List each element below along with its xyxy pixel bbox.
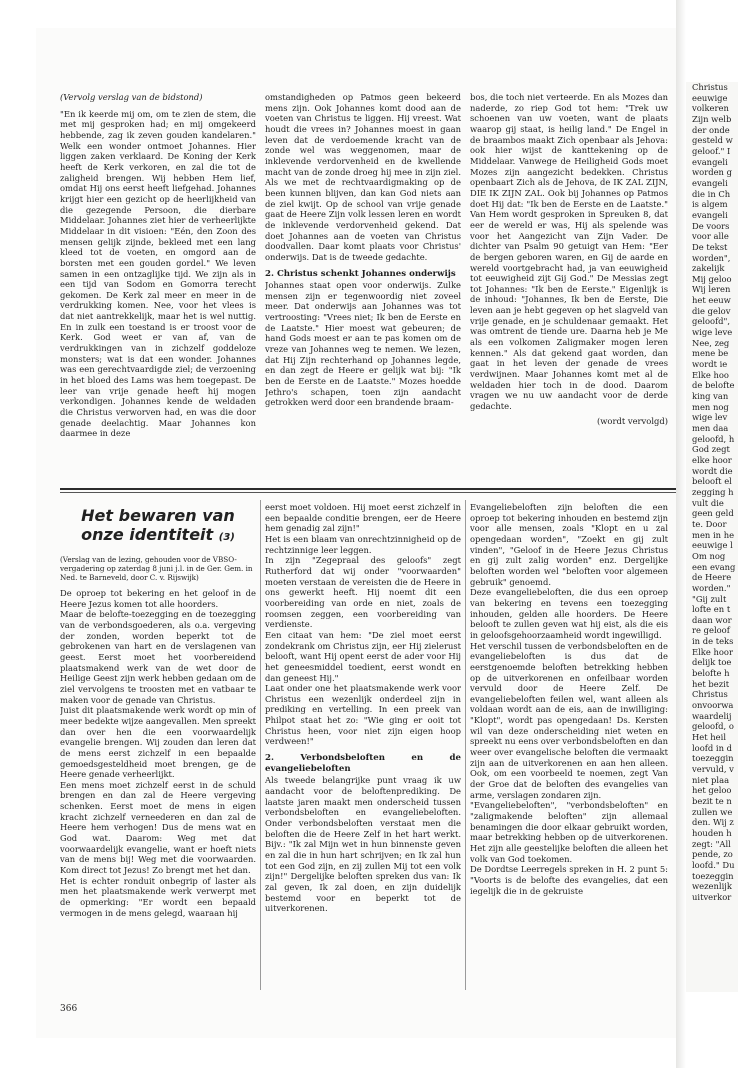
next-page-line: het eeuw [692,295,731,306]
next-page-line: toezeggin [692,870,734,881]
article-col3-paragraph: Het verschil tussen de verbondsbeloften en de evangeliebeloften is dus dat de eerstgenoemde beloften betrekking hebben op de uitverkorenen en onfeilbaar worden vervuld door de Heere Zelf. De evangeliebeloften feilen wel, want alleen als voldaan wordt aan de eis, aan de inwilliging: "Klopt", wordt pas opengedaan! Ds. Kersten wil van deze onderscheiding niet weten en spreekt nu eens over verbondsbeloften en dan weer over evangelische beloften die vermaakt zijn aan de uitverkorenen en aan hen alleen. Ook, om een voorbeeld te noemen, zegt Van der Groe dat de beloften des evangelies van arme, verslagen zondaren zijn. [470,640,668,800]
next-page-line: in de teks [692,636,734,647]
next-page-line: loofd in d [692,742,732,753]
next-page-line: Het heil [692,732,726,743]
article-col2-paragraph: Laat onder one het plaatsmakende werk voor Christus een wezenlijk onderdeel zijn in prediking en vertelling. In een preek van Philpot staat het zo: "Wie ging er ooit tot Christus heen, voor niet zijn eigen hoop verdween!" [265,683,461,747]
next-page-line: vult die [692,497,724,508]
next-page-line: zakelijk [692,263,725,274]
article-title [60,506,256,547]
next-page-line: God zegt [692,444,730,455]
article-column-3 [470,502,668,992]
next-page-line: men daa [692,423,729,433]
article-column-2 [265,502,461,992]
next-page-line: vervuld, v [692,764,734,774]
article-col2-paragraph: eerst moet voldoen. Hij moet eerst zichzelf in een bepaalde conditie brengen, eer de Heere hem genadig zal zijn!" [265,502,461,534]
next-page-line: king van [692,391,729,402]
top-col2b-paragraph: Johannes staat open voor onderwijs. Zulke mensen zijn er tegenwoordig niet zoveel meer. Dat onderwijs aan Johannes was tot vertroosting: "Vrees niet; Ik ben de Eerste en de Laatste." Hier moest wat gebeuren; de hand Gods moest er aan te pas komen om de vreze van Johannes weg te nemen. We lezen, dat Hij Zijn rechterhand op Johannes legde, en dan zegt de Heere er gelijk wat bij: "Ik ben de Eerste en de Laatste." Mozes hoedde Jethro's schapen, toen zijn aandacht getrokken werd door een brandende braam- [265,280,461,408]
next-page-line: eeuwige [692,92,728,103]
next-page-line: bezit te n [692,795,732,806]
next-page-fragment [686,82,738,992]
next-page-line: de belofte [692,380,735,391]
next-page-line: te. Door [692,518,727,529]
article-col1-paragraph: Een mens moet zichzelf eerst in de schuld brengen en dan zal de Heere vergeving schenken. Eerst moet de mens in eigen kracht zichzelf verneederen en dan zal de Heere hem verhogen! Dus de mens wat en God wat. Daarom: Weg met dat voorwaardelijk evangelie, want er hoeft niets van de mens bij! Weg met die voorwaarden. Kom direct tot Jezus! Zo brengt met het dan. [60,779,256,876]
section-divider [60,488,676,490]
next-page-line: Christus [692,689,728,700]
next-page-line: zegt: "All [692,838,731,849]
next-page-line: delijk toe [692,657,732,668]
next-page-line: toezeggin [692,753,734,764]
next-page-line: zullen we [692,806,733,817]
next-page-line: zegging h [692,486,734,497]
next-page-line: Mij geloo [692,273,732,284]
next-page-line: die gelov [692,305,731,316]
column-rule [260,500,261,990]
top-col2-paragraph: omstandigheden op Patmos geen bekeerd mens zijn. Ook Johannes komt dood aan de voeten van Christus te liggen. Hij vreest. Wat houdt die vrees in? Johannes moest in gaan leven dat de verdoemende kracht van de zonde wel was weggenomen, maar de inklevende verdorvenheid en de kwellende macht van de zonde droeg hij mee in zijn ziel. Als we met de rechtvaardigmaking op de been kunnen blijven, dan kan God niets aan de ziel kwijt. Op de school van vrije genade gaat de Heere Zijn volk lessen leren en wordt de inklevende verdorvenheid gekend. Dat doet Johannes aan de voeten van Christus doodvallen. Daar komt plaats voor Christus' onderwijs. Dat is de tweede gedachte. [265,92,461,262]
next-page-line: waardelij [692,710,732,721]
next-page-line: men nog [692,401,729,412]
continued-label: (Vervolg verslag van de bidstond) [60,92,203,102]
next-page-line: Nee, zeg [692,337,730,348]
top-column-3 [470,92,668,484]
next-page-line: onvoorwa [692,700,734,711]
next-page-line: der onde [692,124,730,135]
article-col1-paragraph: De oproep tot bekering en het geloof in de Heere Jezus komen tot alle hoorders. [60,588,256,609]
next-page-line: wordt die [692,465,733,476]
next-page-line: men in he [692,529,735,540]
next-page-line: De voors [692,220,730,231]
next-page-line: is algem [692,199,728,210]
article-col3-paragraph: Evangeliebeloften zijn beloften die een oproep tot bekering inhouden en bestemd zijn voor alle mensen, zoals "Klopt en u zal opengedaan worden", "Zoekt en gij zult vinden", "Geloof in de Heere Jezus Christus en gij zult zalig worden" enz. Dergelijke beloften worden wel "beloften voor algemeen gebruik" genoemd. [470,502,668,587]
next-page-line: gesteld w [692,135,733,146]
next-page-line: geloofd, h [692,433,735,444]
next-page-line: evangeli [692,209,728,220]
next-page-line: worden", [692,252,731,263]
next-page-line: re geloof [692,625,730,636]
top-col3-paragraph: bos, die toch niet verteerde. En als Mozes dan naderde, zo riep God tot hem: "Trek uw schoenen van uw voeten, want de plaats waarop gij staat, is heilig land." De Engel in de braambos maakt Zich openbaar als Jehova: ook hier wijst de kanttekening op de Middelaar. Vanwege de Heiligheid Gods moet Mozes zijn aangezicht bedekken. Christus openbaart Zich als de Jehova, de IK ZAL ZIJN, DIE IK ZIJN ZAL. Ook bij Johannes op Patmos doet Hij dat: "Ik ben de Eerste en de Laatste." Van Hem wordt gesproken in Spreuken 8, dat eer de wereld er was, Hij als spelende was voor het Aangezicht van Zijn Vader. De dichter van Psalm 90 getuigt van Hem: "Eer de bergen geboren waren, en Gij de aarde en wereld voortgebracht had, ja van eeuwigheid tot eeuwigheid zijt Gij God." De Messias zegt tot Johannes: "Ik ben de Eerste." Eigenlijk is de inhoud: "Johannes, Ik ben de Eerste, Die leven aan je hebt gegeven op het slagveld van vrije genade, en je schuldenaar gemaakt. Het was omtrent de tiende ure. Daarna heb je Me als een volkomen Zaligmaker mogen leren kennen." Als dat gekend gaat worden, dan gaat in het leven der genade de vrees verdwijnen. Maar Johannes komt met al de weldaden hier toch in de dood. Daarom vragen we nu uw aandacht voor de derde gedachte. [470,92,668,412]
next-page-line: wezenlijk [692,881,732,892]
next-page-line: het geloo [692,785,732,796]
next-page-line: elke hoor [692,454,732,465]
article-col1-paragraph: Juist dit plaatsmakende werk wordt op min of meer bedekte wijze aangevallen. Men spreekt dan over hen die een voorwaardelijk evangelie brengen. Wij zouden dan leren dat de mens eerst zichzelf in een bepaalde gemoedsgesteldheid moet brengen, ge de Heere genade verheerlijkt. [60,705,256,780]
page-number: 366 [60,1004,78,1014]
next-page-line: daan wor [692,614,732,625]
next-page-line: geloof." I [692,145,731,156]
next-page-line: wige lev [692,412,728,423]
next-page-line: evangeli [692,156,728,167]
next-page-line: houden h [692,827,732,838]
next-page-line: Elke hoor [692,646,733,657]
next-page-line: wige leve [692,327,733,338]
next-page-line: geloofd", [692,316,731,327]
article-col2-paragraph: Een citaat van hem: "De ziel moet eerst zondekrank om Christus zijn, eer Hij zielerust belooft, want Hij opent eerst de ader voor Hij het geneesmiddel toedient, eerst wondt en dan geneest Hij." [265,629,461,683]
next-page-line: Zijn welb [692,113,732,124]
article-title-text: Het bewaren van onze identiteit [81,506,235,544]
article-title-number: (3) [218,532,235,543]
article-col2-heading: 2. Verbondsbeloften en de evangeliebeloften [265,753,461,774]
next-page-line: uitverkor [692,891,732,902]
article-col3-paragraph: De Dordtse Leerregels spreken in H. 2 punt 5: "Voorts is de belofte des evangelies, dat een iegelijk die in de gekruiste [470,864,668,896]
top-column-1 [60,92,256,474]
next-page-line: Christus [692,82,728,92]
next-page-line: belooft el [692,476,732,487]
continued-note: (wordt vervolgd) [596,415,668,426]
next-page-line: voor alle [692,231,729,242]
next-page-line: Elke hoo [692,369,729,380]
next-page-line: niet plaa [692,774,730,785]
column-rule [465,500,466,990]
top-col1-paragraph: "En ik keerde mij om, om te zien de stem, die met mij gesproken had; en mij omgekeerd hebbende, zag ik zeven gouden kandelaren." Welk een wonder ontmoet Johannes. Hier liggen zaken verklaard. De Koning der Kerk heeft de Kerk verkoren, en zal die tot de zaligheid brengen. Wij hebben Hem lief, omdat Hij ons eerst heeft liefgehad. Johannes krijgt hier een gezicht op de heerlijkheid van die gezegende Persoon, die dierbare Middelaar. Johannes ziet hier de verheerlijkte Middelaar in dit visioen: "Eén, den Zoon des mensen gelijk zijnde, bekleed met een lang kleed tot de voeten, en omgord aan de borsten met een gouden gordel." We leven samen in een ontzaglijke tijd. We zijn als in een tijd van Sodom en Gomorra terecht gekomen. De Kerk zal meer en meer in de verdrukking komen. Nee, voor het vlees is dat niet aantrekkelijk, maar het is wel nuttig. En in zulk een toestand is er troost voor de Kerk. God weet er van af, van de verdrukkingen van in zichzelf goddeloze monsters; wat is dat een wonder. Johannes was een gerechtvaardigde ziel; de verzoening in het bloed des Lams was hem toegepast. De leer van vrije genade heeft hij mogen verkondigen. Johannes kende de weldaden die Christus verworven had, en was die door genade deelachtig. Maar Johannes kon daarmee in deze [60,108,256,439]
next-page-line: De tekst [692,241,728,252]
article-intro: (Verslag van de lezing, gehouden voor de VBSO-vergadering op zaterdag 8 juni j.l. in de Ger. Gem. in Ned. te Barneveld, door C. v. Rijswijk) [60,555,253,582]
article-col2b-paragraph: Als tweede belangrijke punt vraag ik uw aandacht voor de beloftenprediking. De laatste jaren maakt men onderscheid tussen verbondsbeloften en evangeliebeloften. Onder verbondsbeloften verstaat men die beloften die de Heere Zelf in het hart werkt. Bijv.: "Ik zal Mijn wet in hun binnenste geven en zal die in hun hart schrijven; en Ik zal hun tot een God zijn, en zij zullen Mij tot een volk zijn!" Dergelijke beloften spreken dus van: Ik zal geven, Ik zal doen, en zijn duidelijk bestemd voor en beperkt tot de uitverkorenen. [265,775,461,914]
next-page-line: pende, zo [692,849,733,860]
next-page-line: wordt ie [692,359,728,370]
next-page-line: volkeren [692,103,729,114]
next-page-line: den. Wij z [692,817,734,828]
next-page-line: geloofd, o [692,721,734,732]
next-page-line: evangeli [692,177,728,188]
next-page-line: geen geld [692,508,734,519]
next-page-line: Om nog [692,550,726,561]
next-page-line: die in Ch [692,188,731,199]
next-page-line: mene be [692,348,729,359]
next-page-line: de Heere [692,572,732,583]
article-column-1 [60,500,256,992]
top-column-2 [265,92,461,474]
article-col1-paragraph: Het is echter ronduit onbegrip of laster als men het plaatsmakende werk verwerpt met de opmerking: "Er wordt een bepaald vermogen in de mens gelegd, waaraan hij [60,875,256,918]
article-col3-paragraph: "Evangeliebeloften", "verbondsbeloften" en "zaligmakende beloften" zijn allemaal benamingen die door elkaar gebruikt worden, maar betrekking hebben op de uitverkorenen. Het zijn alle geestelijke beloften die alleen het volk van God toekomen. [470,800,668,864]
next-page-line: belofte h [692,668,730,679]
next-page-line: een evang [692,561,736,572]
next-page-line: eeuwige l [692,540,733,551]
article-col2-paragraph: Het is een blaam van onrechtzinnigheid op de rechtzinnige leer leggen. [265,533,461,555]
next-page-line: lofte en t [692,604,731,615]
next-page-line: het bezit [692,678,730,689]
section-divider-thin [60,492,676,493]
article-col2-paragraph: In zijn "Zegepraal des geloofs" zegt Rutherford dat wij onder "voorwaarden" moeten verstaan de vereisten die de Heere in ons gewerkt heeft. Hij noemt dit een voorbereiding van orde en niet, zoals de roomsen zeggen, een voorbereiding van verdienste. [265,555,461,630]
article-col3-paragraph: Deze evangeliebeloften, die dus een oproep van bekering en tevens een toezegging inhouden, gelden alle hoorders. De Heere belooft te zullen geven wat hij eist, als die eis in geloofsgehoorzaamheid wordt ingewilligd. [470,587,668,640]
next-page-line: Wij leren [692,284,731,295]
next-page-line: worden." [692,582,731,593]
book-gutter [676,0,686,1068]
top-col2-heading: 2. Christus schenkt Johannes onderwijs [265,268,456,279]
next-page-line: worden g [692,167,732,178]
next-page-line: loofd." Du [692,859,735,870]
article-col1-paragraph: Maar de belofte-toezegging en de toezegging van de verbondsgoederen, als o.a. vergeving der zonden, worden beperkt tot de gebrokenen van hart en de verslagenen van geest. Eerst moet het voorbereidend plaatsmakend werk van de wet door de Heilige Geest zijn werk hebben gedaan om de ziel vervolgens te troosten met en vatbaar te maken voor de genade van Christus. [60,609,256,705]
next-page-line: "Gij zult [692,593,727,604]
